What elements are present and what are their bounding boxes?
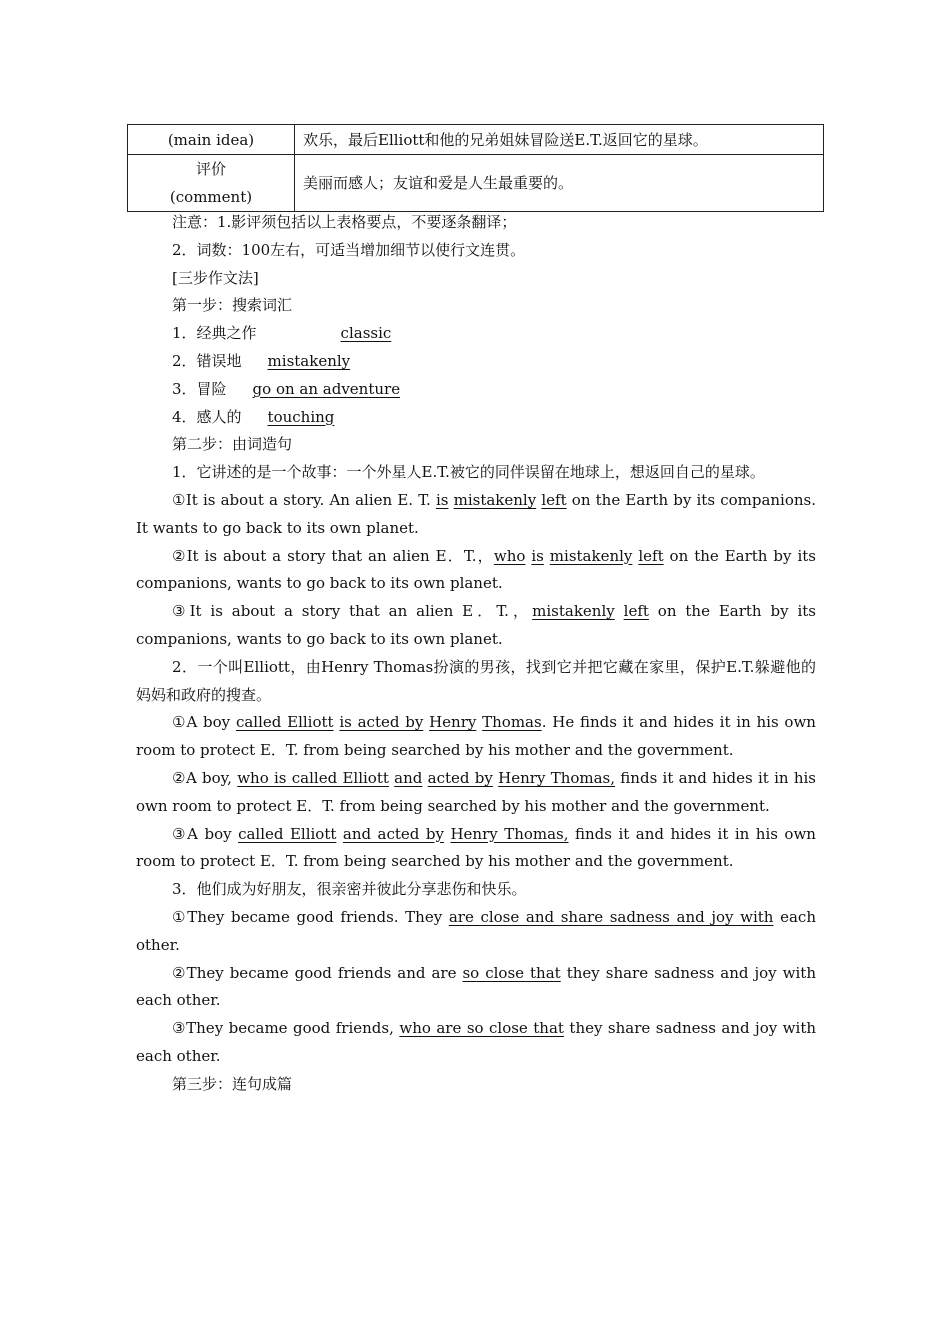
answer-sentence: [136, 709, 816, 765]
method-heading: [三步作文法]: [172, 268, 259, 287]
vocab-item: [136, 376, 816, 404]
sentence-text: ①It is about a story. An alien E. T.: [172, 490, 436, 509]
filled-blank: is: [435, 490, 449, 509]
vocab-prompt: 1．经典之作: [172, 324, 257, 343]
filled-blank: mistakenly: [532, 602, 615, 621]
sentence-text: finds it and hides it in his own room to protect E．T. from being searched by his mother and the government.: [136, 768, 816, 815]
answer-sentence: [136, 765, 816, 821]
answer-sentence: [136, 821, 816, 877]
comment-label: [128, 155, 295, 212]
filled-blank: so close that: [462, 963, 561, 982]
answer-sentence: [136, 1015, 816, 1071]
vocab-prompt: 3．冒险: [172, 379, 227, 398]
filled-blank: called Elliott: [238, 824, 337, 843]
filled-blank: and acted by: [342, 824, 444, 843]
answer-sentence: [136, 543, 816, 599]
filled-blank: acted by: [427, 768, 493, 787]
filled-blank: Henry Thomas,: [450, 824, 569, 843]
vocab-answer: classic: [340, 324, 392, 343]
vocab-prompt: 4．感人的: [172, 407, 242, 426]
filled-blank: Henry: [429, 713, 477, 732]
question-1-prompt: 1．它讲述的是一个故事：一个外星人E.T.被它的同伴误留在地球上，想返回自己的星球。: [172, 463, 765, 482]
sentence-text: ②They became good friends and are: [172, 963, 463, 982]
filled-blank: who are so close that: [399, 1019, 564, 1038]
filled-blank: mistakenly: [453, 490, 537, 509]
main-idea-value: 欢乐，最后Elliott和他的兄弟姐妹冒险送E.T.返回它的星球。: [295, 125, 824, 155]
vocab-item: [136, 348, 816, 376]
comment-value: 美丽而感人；友谊和爱是人生最重要的。: [295, 155, 824, 212]
sentence-text: they share sadness and joy with each other.: [136, 963, 816, 1010]
question-3-prompt: 3．他们成为好朋友，很亲密并彼此分享悲伤和快乐。: [172, 880, 527, 899]
table-row: [128, 125, 824, 155]
step1-title: 第一步：搜索词汇: [172, 296, 293, 315]
step3-title: 第三步：连句成篇: [172, 1074, 293, 1093]
question-2-prompt: 2．一个叫Elliott，由Henry Thomas扮演的男孩，找到它并把它藏在家里，保护E.T.躲避他的妈妈和政府的搜查。: [136, 657, 816, 704]
sentence-text: they share sadness and joy with each other.: [136, 1019, 817, 1065]
sentence-text: on the Earth by its companions, wants to go back to its own planet.: [136, 546, 816, 593]
vocab-answer: touching: [267, 407, 335, 426]
filled-blank: who is called Elliott: [237, 768, 389, 787]
sentence-text: on the Earth by its companions. It wants to go back to its own planet.: [136, 490, 817, 537]
filled-blank: left: [638, 546, 664, 565]
vocab-answer: go on an adventure: [252, 379, 401, 398]
sentence-text: ③They became good friends,: [172, 1019, 400, 1038]
filled-blank: is acted by: [339, 713, 424, 732]
sentence-text: . He finds it and hides it in his own room to protect E．T. from being searched by his mother and the government.: [136, 713, 816, 760]
vocab-prompt: 2．错误地: [172, 351, 242, 370]
sentence-text: ②It is about a story that an alien E．T.，: [172, 546, 494, 565]
filled-blank: is: [531, 546, 544, 565]
note-1: 注意：1.影评须包括以上表格要点，不要逐条翻译；: [172, 213, 517, 231]
vocab-answer: mistakenly: [267, 351, 351, 370]
comment-label-en: (comment): [169, 188, 253, 206]
filled-blank: and: [394, 768, 423, 787]
answer-sentence: [136, 598, 816, 654]
answer-sentence: [136, 960, 816, 1016]
filled-blank: are close and share sadness and joy with: [448, 907, 774, 926]
answer-sentence: [136, 487, 816, 543]
sentence-text: ③It is about a story that an alien E．T.，: [172, 602, 533, 621]
sentence-text: finds it and hides it in his own room to protect E．T. from being searched by his mother and the government.: [136, 824, 816, 871]
sentence-text: ①They became good friends. They: [172, 907, 449, 926]
filled-blank: mistakenly: [549, 546, 633, 565]
filled-blank: left: [541, 490, 567, 509]
note-2: 2．词数：100左右，可适当增加细节以使行文连贯。: [172, 240, 526, 259]
sentence-text: each other.: [136, 907, 816, 954]
main-idea-label: (main idea): [128, 125, 295, 155]
filled-blank: called Elliott: [235, 713, 334, 732]
document-body: [136, 209, 816, 1099]
filled-blank: who: [493, 546, 526, 565]
filled-blank: Henry Thomas,: [498, 768, 616, 787]
sentence-text: on the Earth by its companions, wants to go back to its own planet.: [136, 602, 816, 648]
comment-label-cn: 评价: [195, 160, 226, 178]
table-row: [128, 155, 824, 212]
answer-sentence: [136, 904, 816, 960]
vocab-item: [136, 320, 816, 348]
summary-table: [127, 124, 824, 212]
vocab-item: [136, 404, 816, 432]
filled-blank: left: [623, 602, 649, 621]
step2-title: 第二步：由词造句: [172, 435, 293, 454]
sentence-text: ③A boy: [172, 824, 239, 843]
filled-blank: Thomas: [482, 713, 542, 732]
sentence-text: ②A boy,: [172, 768, 238, 787]
sentence-text: ①A boy: [172, 713, 236, 732]
